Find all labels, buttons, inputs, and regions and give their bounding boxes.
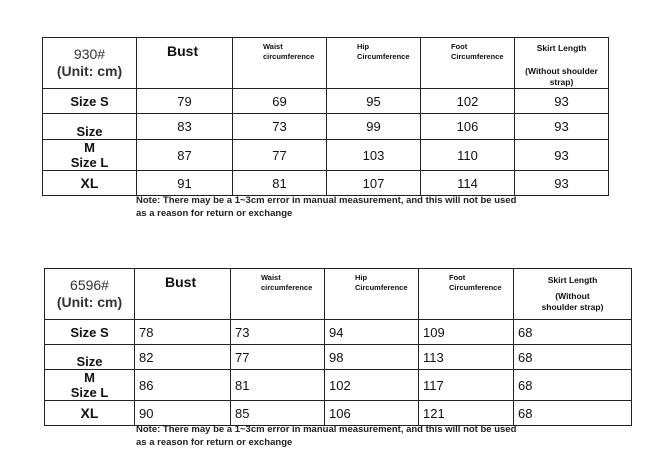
size-label-line1: M [84,370,95,385]
hip-value: 106 [325,401,419,426]
header-foot-line1: Foot [449,273,466,282]
bust-value: 82 [135,345,231,370]
table-row [43,171,609,196]
foot-value: 102 [421,89,515,114]
note-line2: as a reason for return or exchange [136,437,293,448]
header-skirt-line1: Skirt Length [547,275,598,285]
size-label-line2: Size L [70,155,109,170]
waist-value: 81 [233,171,327,196]
hip-value: 99 [327,114,421,140]
model-number: 6596# [70,277,109,293]
header-bust: Bust [137,38,233,89]
header-row [43,38,609,89]
size-table-930 [42,37,609,196]
size-label-line2: Size L [70,385,109,400]
header-foot-line2: Circumference [449,283,502,292]
table-row [43,89,609,114]
size-label-line1: M [84,140,95,155]
size-label [45,370,135,401]
unit-label: (Unit: cm) [56,294,123,310]
header-row [45,269,632,320]
header-waist-line1: Waist [261,273,281,282]
header-waist-line2: circumference [263,52,315,61]
waist-value: 85 [231,401,325,426]
measurement-note [136,423,516,449]
skirt-value: 68 [514,370,632,401]
waist-value: 77 [231,345,325,370]
note-line1: Note: There may be a 1~3cm error in manual measurement, and this will not be used [136,424,517,435]
hip-value: 94 [325,320,419,345]
foot-value: 109 [419,320,514,345]
skirt-value: 93 [515,89,609,114]
size-label: XL [43,171,137,196]
size-label: Size S [45,320,135,345]
header-hip [325,269,419,320]
table-row [45,320,632,345]
measurement-note [136,194,516,220]
hip-value: 103 [327,140,421,171]
bust-value: 87 [137,140,233,171]
header-skirt [515,38,609,89]
skirt-value: 68 [514,345,632,370]
bust-value: 79 [137,89,233,114]
header-skirt-line3: shoulder strap) [541,302,604,312]
skirt-value: 93 [515,171,609,196]
size-label: XL [45,401,135,426]
header-skirt-line2: (Without shoulder strap) [525,66,598,87]
header-hip-line1: Hip [357,42,370,51]
header-foot-line1: Foot [451,42,468,51]
size-label: Size [43,114,137,140]
note-line1: Note: There may be a 1~3cm error in manual measurement, and this will not be used [136,195,517,206]
header-foot-line2: Circumference [451,52,504,61]
table-row [43,114,609,140]
size-label: Size S [43,89,137,114]
foot-value: 121 [419,401,514,426]
header-hip [327,38,421,89]
skirt-value: 68 [514,320,632,345]
foot-value: 113 [419,345,514,370]
waist-value: 73 [233,114,327,140]
waist-value: 81 [231,370,325,401]
table-row [45,401,632,426]
skirt-value: 68 [514,401,632,426]
header-waist-line1: Waist [263,42,283,51]
foot-value: 117 [419,370,514,401]
hip-value: 102 [325,370,419,401]
model-cell [43,38,137,89]
header-waist-line2: circumference [261,283,313,292]
skirt-value: 93 [515,114,609,140]
waist-value: 73 [231,320,325,345]
size-label: Size [45,345,135,370]
waist-value: 69 [233,89,327,114]
waist-value: 77 [233,140,327,171]
foot-value: 114 [421,171,515,196]
unit-label: (Unit: cm) [56,63,123,79]
hip-value: 107 [327,171,421,196]
header-foot [421,38,515,89]
size-table-6596 [44,268,632,426]
skirt-value: 93 [515,140,609,171]
bust-value: 78 [135,320,231,345]
table-row [45,370,632,401]
bust-value: 91 [137,171,233,196]
bust-value: 90 [135,401,231,426]
table-row [43,140,609,171]
model-cell [45,269,135,320]
header-hip-line2: Circumference [357,52,410,61]
hip-value: 98 [325,345,419,370]
header-hip-line2: Circumference [355,283,408,292]
model-number: 930# [73,46,106,62]
note-line2: as a reason for return or exchange [136,208,293,219]
header-skirt-line2: (Without [555,291,590,301]
header-skirt-line1: Skirt Length [536,43,587,53]
foot-value: 106 [421,114,515,140]
bust-value: 86 [135,370,231,401]
header-bust: Bust [135,269,231,320]
header-waist [233,38,327,89]
header-waist [231,269,325,320]
header-hip-line1: Hip [355,273,368,282]
size-label [43,140,137,171]
header-foot [419,269,514,320]
hip-value: 95 [327,89,421,114]
header-skirt [514,269,632,320]
bust-value: 83 [137,114,233,140]
foot-value: 110 [421,140,515,171]
table-row [45,345,632,370]
